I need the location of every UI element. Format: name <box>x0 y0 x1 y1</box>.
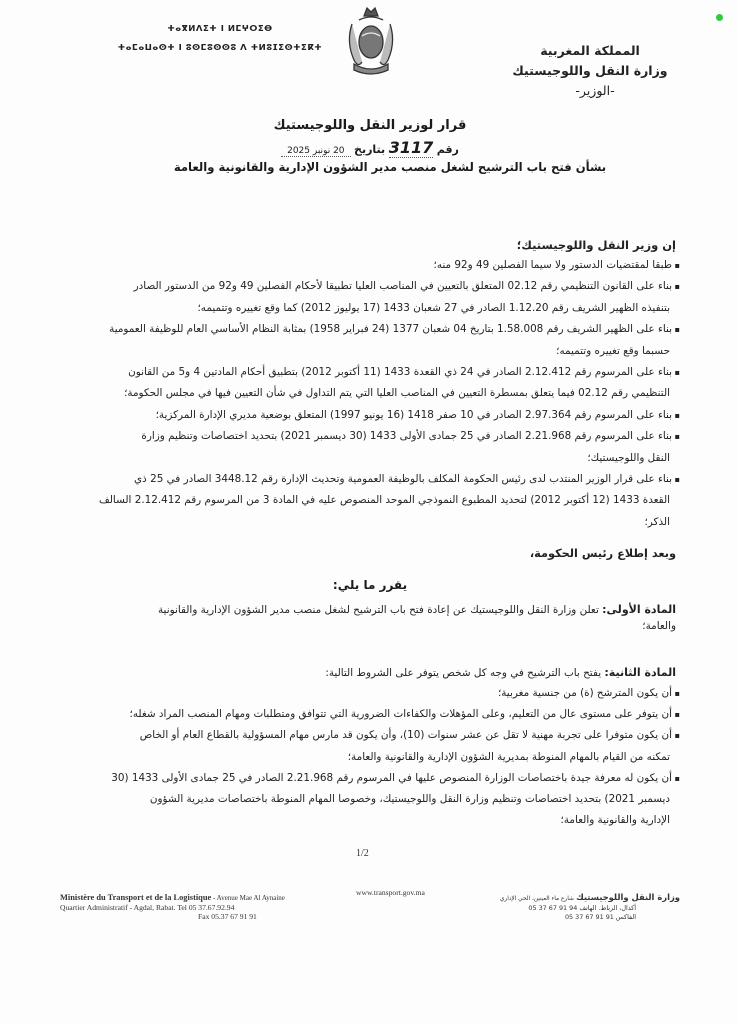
bullet-icon: ▪ <box>672 410 680 420</box>
line-text: أن يكون متوفرا على تجربة مهنية لا تقل عن عشر سنوات (10)، وأن يكون قد مارس مهام المسؤولية بالقطاع العام أو الخاص <box>139 729 673 742</box>
article-2 <box>325 665 676 681</box>
article-2-intro: يفتح باب الترشيح في وجه كل شخص يتوفر على الشروط التالية: <box>325 667 602 679</box>
bullet-line <box>60 405 680 426</box>
line-text: أن يتوفر على مستوى عال من التعليم، وعلى المؤهلات والكفاءات الضرورية التي تتوافق ومتطلبات ومهام المنصب المراد شغله؛ <box>129 708 673 721</box>
decree-date: 20 نونبر 2025 <box>281 146 350 157</box>
article-2-label: المادة الثانية: <box>604 666 676 679</box>
continuation-line <box>60 747 680 768</box>
line-text: التنظيمي رقم 02.12 فيما يتعلق بمسطرة التعيين في المناصب العليا التي يتم التداول في شأن التعيين فيها في مجلس الحكومة؛ <box>124 387 670 400</box>
footer-fax-ar: الفاكس 91 91 67 37 05 <box>564 913 636 921</box>
article-1-text: تعلن وزارة النقل واللوجيستيك عن إعادة فتح باب الترشيح لشغل منصب مدير الشؤون الإدارية والقانونية <box>157 604 599 616</box>
continuation-line <box>60 810 680 831</box>
decree-number: 3117 <box>388 138 434 157</box>
bullet-line <box>60 319 680 340</box>
bullet-line <box>60 683 680 704</box>
number-prefix: رقم <box>436 143 459 156</box>
continuation-line <box>60 383 680 404</box>
decision-heading: يقرر ما يلي: <box>332 578 408 592</box>
footer-address-fr: - Avenue Mae Al Aynaine <box>211 894 285 902</box>
bullet-line <box>60 426 680 447</box>
continuation-line <box>60 789 680 810</box>
line-text: بتنفيذه الظهير الشريف رقم 1.12.20 الصادر في 27 شعبان 1433 (17 يوليوز 2012) كما وقع تغييره وتتميمه؛ <box>197 301 670 314</box>
moroccan-coat-of-arms-icon <box>340 2 402 82</box>
footer-tel-ar: أكدال، الرباط. الهاتف 94 91 67 37 05 <box>528 904 636 912</box>
header-minister: -الوزير- <box>575 83 615 98</box>
header-tifinagh-line2: ⵜⴰⵎⴰⵡⴰⵙⵜ ⵏ ⵓⵙⵎⵓⵙⵙⵓ ⴷ ⵜⵍⵓⵊⵉⵙⵜⵉⴽⵜ <box>117 43 323 53</box>
line-text: بناء على المرسوم رقم 2.97.364 الصادر في 10 صفر 1418 (16 يونيو 1997) المتعلق بوضعية مديري الإدارة المركزية؛ <box>155 408 673 421</box>
footer-ministry-fr: Ministère du Transport et de la Logistique <box>60 893 212 902</box>
preamble-closing: وبعد إطلاع رئيس الحكومة، <box>529 547 676 560</box>
footer-website[interactable]: www.transport.gov.ma <box>356 888 425 897</box>
line-text: طبقا لمقتضيات الدستور ولا سيما الفصلين 49 و92 منه؛ <box>433 259 673 271</box>
bullet-line <box>60 725 680 746</box>
footer-address-ar: شارع ماء العينين، الحي الإداري <box>499 896 574 902</box>
bullet-line <box>60 469 680 490</box>
continuation-line <box>60 512 680 533</box>
line-text: تمكنه من القيام بالمهام المنوطة بمديرية الشؤون الإدارية والقانونية والعامة؛ <box>347 750 670 763</box>
preamble-list <box>60 255 680 533</box>
line-text: ديسمبر 2021) بتحديد اختصاصات وتنظيم وزارة النقل واللوجيستيك، وخصوصا المهام المنوطة باختصاصات مديرية الشؤون <box>149 792 670 805</box>
bullet-icon: ▪ <box>672 689 680 698</box>
bullet-icon: ▪ <box>672 773 680 783</box>
continuation-line <box>60 448 680 469</box>
line-text: بناء على الظهير الشريف رقم 1.58.008 بتاريخ 04 شعبان 1377 (24 فبراير 1958) بمثابة النظام الأساسي العام للوظيفة العمومية <box>109 323 673 336</box>
conditions-list <box>60 683 680 831</box>
article-1-label: المادة الأولى: <box>602 603 676 616</box>
line-text: بناء على المرسوم رقم 2.12.412 الصادر في 24 ذي القعدة 1433 (11 أكتوبر 2012) بتطبيق أحكام المادتين 4 و5 من القانون <box>128 365 673 378</box>
line-text: حسبما وقع تغييره وتتميمه؛ <box>556 344 670 357</box>
header-ministry: وزارة النقل واللوجيستيك <box>512 63 668 78</box>
preamble-heading: إن وزير النقل واللوجيستيك؛ <box>516 238 676 252</box>
bullet-icon: ▪ <box>672 367 680 377</box>
footer-fax-fr: Fax 05.37 67 91 91 <box>198 912 257 921</box>
bullet-line <box>60 768 680 789</box>
page-number: 1/2 <box>356 848 369 859</box>
article-1 <box>158 602 676 618</box>
line-text: القعدة 1433 (12 أكتوبر 2012) لتحديد المطبوع النموذجي الموحد المنصوص عليه في المادة 3 من المرسوم رقم 2.12.412 السالف <box>99 494 670 507</box>
line-text: النقل واللوجيستيك؛ <box>587 451 670 464</box>
bullet-icon: ▪ <box>672 474 680 484</box>
bullet-line <box>60 276 680 297</box>
bullet-icon: ▪ <box>672 325 680 335</box>
line-text: بناء على القانون التنظيمي رقم 02.12 المتعلق بالتعيين في المناصب العليا تطبيقا لأحكام الفصلين 49 و92 من الدستور الصادر <box>133 280 673 293</box>
footer-french <box>60 893 285 921</box>
date-prefix: بتاريخ <box>354 143 386 156</box>
continuation-line <box>60 490 680 511</box>
header-tifinagh-line1: ⵜⴰⴳⵍⴷⵉⵜ ⵏ ⵍⵎⵖⵔⵉⴱ <box>167 24 273 34</box>
bullet-icon: ▪ <box>672 710 680 720</box>
bullet-line <box>60 704 680 725</box>
line-text: بناء على قرار الوزير المنتدب لدى رئيس الحكومة المكلف بالوظيفة العمومية وتحديث الإدارة رقم 3448.12 الصادر في 25 ذي <box>134 472 673 485</box>
bullet-icon: ▪ <box>672 731 680 741</box>
continuation-line <box>60 298 680 319</box>
header-kingdom: المملكة المغربية <box>540 43 640 58</box>
footer-arabic <box>470 893 680 922</box>
decree-title: قرار لوزير النقل واللوجيستيك <box>273 118 467 133</box>
footer-address2-fr: Quartier Administratif - Agdal, Rabat. Tel 05 37.67.92.94 <box>60 903 235 912</box>
line-text: بناء على المرسوم رقم 2.21.968 الصادر في 25 جمادى الأولى 1433 (30 ديسمبر 2021) بتحديد اختصاصات وتنظيم وزارة <box>141 430 673 443</box>
line-text: الإدارية والقانونية والعامة؛ <box>560 814 670 827</box>
bullet-icon: ▪ <box>672 282 680 292</box>
article-1-continuation: والعامة؛ <box>642 620 676 632</box>
line-text: أن يكون له معرفة جيدة باختصاصات الوزارة المنصوص عليها في المرسوم رقم 2.21.968 الصادر في 25 جمادى الأولى 1433 (30 <box>111 771 673 784</box>
line-text: أن يكون المترشح (ة) من جنسية مغربية؛ <box>497 687 673 699</box>
footer-ministry-ar: وزارة النقل واللوجيستيك <box>576 892 680 902</box>
status-dot <box>716 14 723 21</box>
bullet-line <box>60 362 680 383</box>
decree-number-line <box>250 138 490 157</box>
line-text: الذكر؛ <box>644 515 670 528</box>
bullet-icon: ▪ <box>672 261 680 270</box>
continuation-line <box>60 341 680 362</box>
bullet-line <box>60 255 680 276</box>
decree-subject: بشأن فتح باب الترشيح لشغل منصب مدير الشؤون الإدارية والقانونية والعامة <box>173 160 607 174</box>
bullet-icon: ▪ <box>672 432 680 442</box>
